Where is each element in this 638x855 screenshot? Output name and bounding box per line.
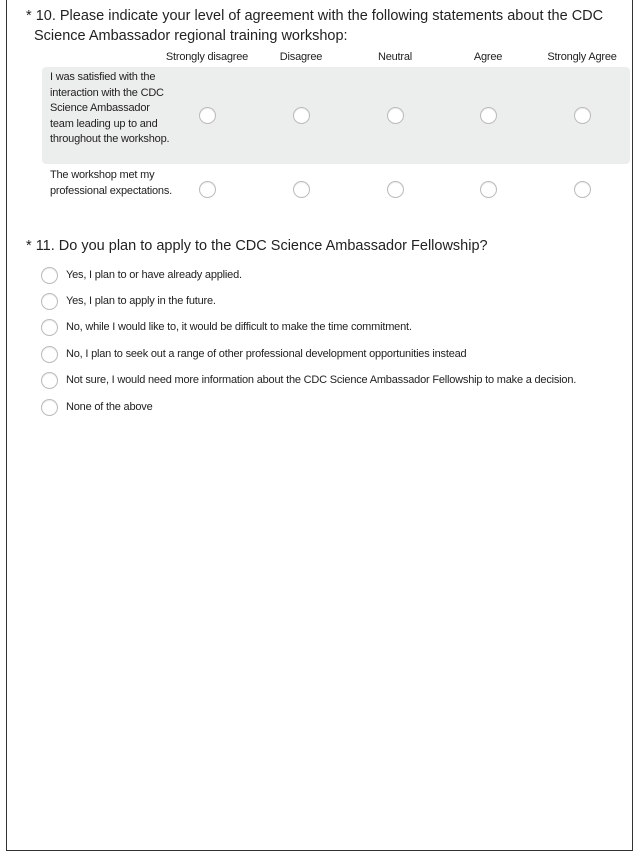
column-header: Agree: [473, 51, 503, 63]
option-4[interactable]: [41, 345, 466, 363]
radio-strongly-disagree[interactable]: [199, 181, 216, 198]
option-label: No, I plan to seek out a range of other professional development opportunities instead: [66, 348, 467, 360]
option-label: Not sure, I would need more information about the CDC Science Ambassador Fellowship to make a decision.: [66, 374, 577, 386]
radio-neutral[interactable]: [387, 107, 404, 124]
radio-button[interactable]: [41, 346, 58, 363]
option-label: None of the above: [66, 401, 153, 413]
radio-button[interactable]: [41, 319, 58, 336]
matrix-row: [42, 67, 630, 164]
option-1[interactable]: [41, 266, 242, 284]
radio-button[interactable]: [41, 399, 58, 416]
required-marker: *: [26, 8, 32, 24]
question-text: 11. Do you plan to apply to the CDC Science Ambassador Fellowship?: [35, 238, 488, 254]
matrix-row: [42, 165, 630, 215]
radio-button[interactable]: [41, 372, 58, 389]
option-label: No, while I would like to, it would be difficult to make the time commitment.: [66, 321, 412, 333]
column-header: Strongly disagree: [165, 51, 249, 63]
column-header: Strongly Agree: [547, 51, 617, 63]
row-label: The workshop met my professional expectations.: [50, 169, 172, 197]
radio-agree[interactable]: [480, 181, 497, 198]
option-label: Yes, I plan to or have already applied.: [66, 269, 242, 281]
radio-button[interactable]: [41, 293, 58, 310]
radio-strongly-agree[interactable]: [574, 107, 591, 124]
radio-disagree[interactable]: [293, 181, 310, 198]
option-2[interactable]: [41, 292, 216, 310]
radio-button[interactable]: [41, 267, 58, 284]
column-header: Neutral: [377, 51, 413, 63]
radio-neutral[interactable]: [387, 181, 404, 198]
option-label: Yes, I plan to apply in the future.: [66, 295, 216, 307]
option-6[interactable]: [41, 398, 153, 416]
radio-strongly-disagree[interactable]: [199, 107, 216, 124]
required-marker: *: [26, 238, 32, 254]
question-11-title: [26, 236, 488, 256]
radio-strongly-agree[interactable]: [574, 181, 591, 198]
radio-disagree[interactable]: [293, 107, 310, 124]
option-3[interactable]: [41, 318, 412, 336]
radio-agree[interactable]: [480, 107, 497, 124]
option-5[interactable]: [41, 371, 576, 389]
question-10-title: [26, 6, 616, 46]
row-label: I was satisfied with the interaction with the CDC Science Ambassador team leading up to and throughout the workshop.: [50, 71, 170, 145]
column-header: Disagree: [279, 51, 323, 63]
question-text: 10. Please indicate your level of agreement with the following statements about the CDC Science Ambassador regional training workshop:: [34, 8, 604, 44]
